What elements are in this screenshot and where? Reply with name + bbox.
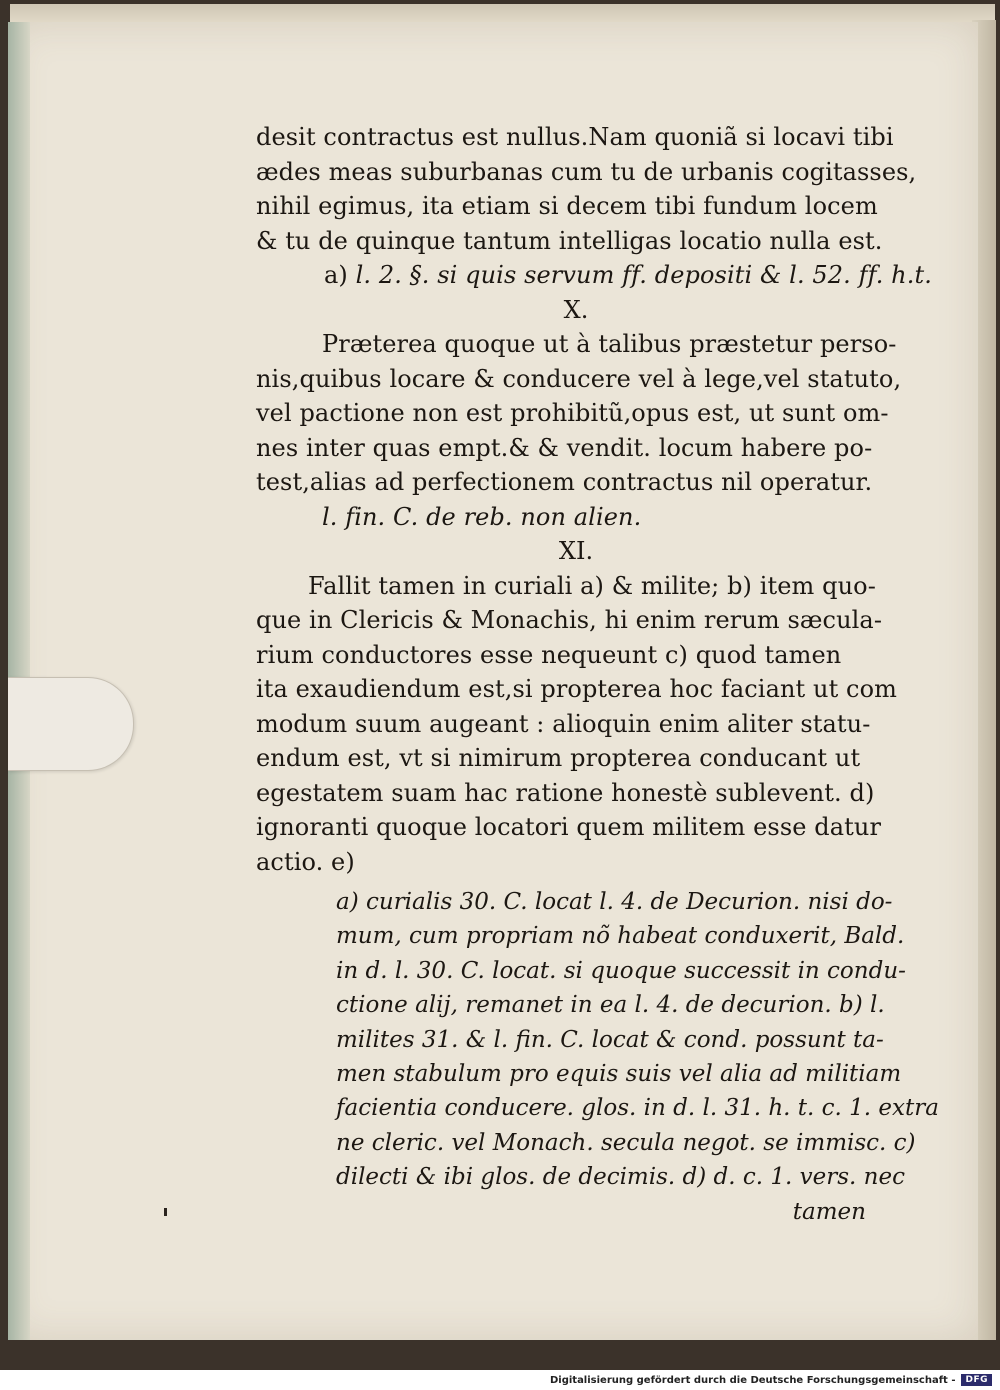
footnote-line: a) curialis 30. C. locat l. 4. de Decurion. nisi do- — [336, 889, 893, 915]
text-line: nis,quibus locare & conducere vel à lege,vel statuto, — [256, 364, 902, 393]
funding-notice: Digitalisierung gefördert durch die Deutsche Forschungsgemeinschaft - — [549, 1374, 956, 1386]
page-tab-marker — [8, 677, 134, 771]
page-tick-mark — [164, 1208, 167, 1216]
text-line: actio. e) — [256, 847, 355, 876]
text-line: nihil egimus, ita etiam si decem tibi fundum locem — [256, 192, 878, 220]
text-line: Præterea quoque ut à talibus præstetur perso- — [322, 330, 897, 358]
text-line: ita exaudiendum est,si propterea hoc faciant ut com — [256, 675, 897, 703]
footnote-line: ne cleric. vel Monach. secula negot. se immisc. c) — [336, 1129, 916, 1156]
dfg-logo: DFG — [961, 1374, 992, 1386]
text-line: & tu de quinque tantum intelligas locatio nulla est. — [256, 226, 883, 255]
text-line: endum est, vt si nimirum propterea conducant ut — [256, 744, 861, 772]
footnotes — [256, 885, 939, 1229]
citation-a — [256, 258, 932, 293]
section-heading-xi: XI. — [558, 537, 594, 565]
book-page — [8, 22, 978, 1340]
footnote-line: in d. l. 30. C. locat. si quoque successit in condu- — [336, 957, 906, 984]
text-line: nes inter quas empt.& & vendit. locum habere po- — [256, 433, 873, 462]
catchword: tamen — [792, 1198, 866, 1225]
footnote-line: milites 31. & l. fin. C. locat & cond. possunt ta- — [336, 1026, 884, 1053]
footnote-line: facientia conducere. glos. in d. l. 31. h. t. c. 1. extra — [336, 1095, 939, 1122]
text-line: egestatem suam hac ratione honestè sublevent. d) — [256, 778, 875, 807]
footnote-line: ctione alij, remanet in ea l. 4. de decurion. b) l. — [336, 992, 885, 1019]
text-line: desit contractus est nullus.Nam quoniã si locavi tibi — [256, 123, 894, 151]
text-line: que in Clericis & Monachis, hi enim rerum sæcula- — [256, 606, 883, 634]
text-line: ignoranti quoque locatori quem militem esse datur — [256, 813, 882, 841]
citation-a-text: l. 2. §. si quis servum ff. depositi & l. 52. ff. h.t. — [355, 261, 932, 289]
page-text — [256, 120, 939, 1229]
text-line: ædes meas suburbanas cum tu de urbanis cogitasses, — [256, 157, 917, 186]
citation-a-marker: a) — [324, 261, 348, 289]
text-line: rium conductores esse nequeunt c) quod tamen — [256, 640, 842, 669]
footer-bar — [0, 1370, 1000, 1390]
text-line: test,alias ad perfectionem contractus nil operatur. — [256, 468, 873, 496]
section-heading-x: X. — [563, 295, 589, 324]
footnote-line: men stabulum pro equis suis vel alia ad militiam — [336, 1061, 902, 1088]
citation-x: l. fin. C. de reb. non alien. — [322, 502, 642, 531]
footnote-line: mum, cum propriam nõ habeat conduxerit, Bald. — [336, 923, 905, 950]
text-line: modum suum augeant : alioquin enim aliter statu- — [256, 709, 871, 738]
text-line: Fallit tamen in curiali a) & milite; b) item quo- — [308, 571, 876, 600]
text-line: vel pactione non est prohibitũ,opus est, ut sunt om- — [256, 399, 889, 427]
footnote-line: dilecti & ibi glos. de decimis. d) d. c. 1. vers. nec — [336, 1164, 905, 1191]
